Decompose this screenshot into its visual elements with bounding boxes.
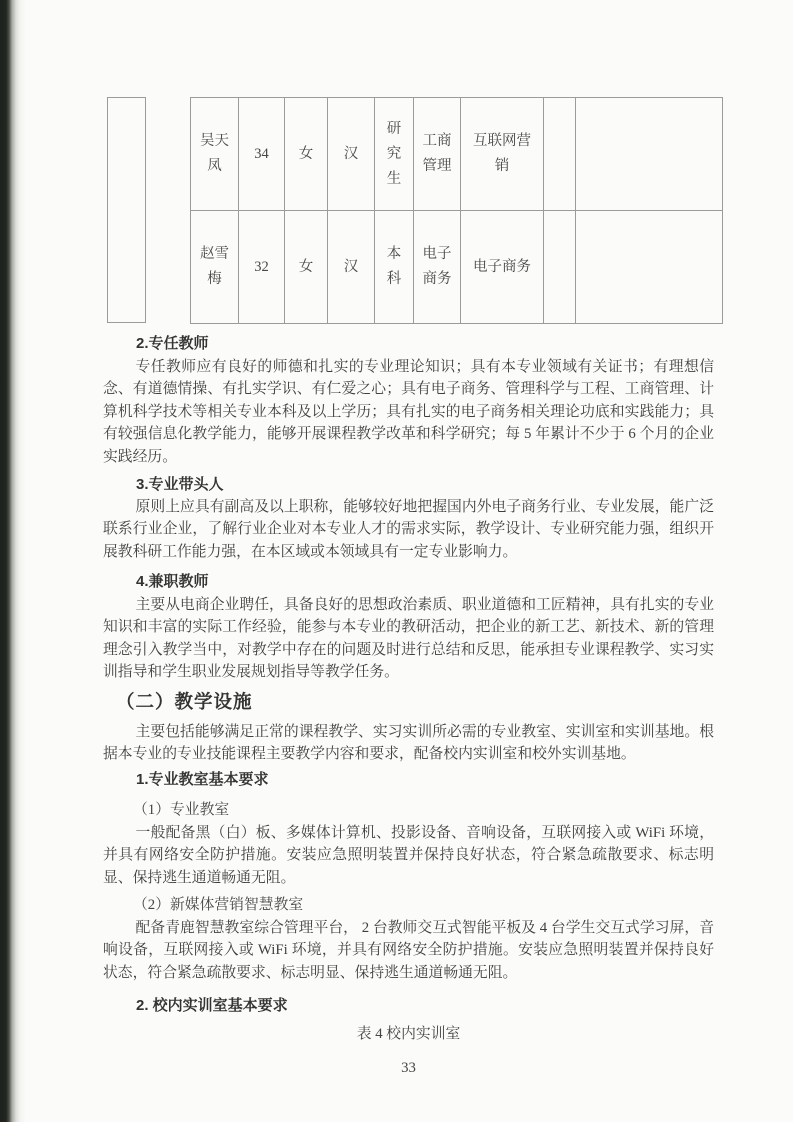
table-left-stub-cell	[107, 97, 146, 323]
cell-empty	[544, 98, 576, 211]
heading-general-classroom: （1）专业教室	[133, 802, 230, 818]
cell-name: 吴天凤	[191, 98, 239, 211]
paragraph-teaching-facilities: 主要包括能够满足正常的课程教学、实习实训所必需的专业教室、实训室和实训基地。根据本专业的专业技能课程主要教学内容和要求，配备校内实训室和校外实训基地。	[103, 724, 714, 763]
cell-age: 34	[239, 98, 285, 211]
paragraph-full-time-teachers: 专任教师应有良好的师德和扎实的专业理论知识；具有本专业领域有关证书；有理想信念、有道德情操、有扎实学识、有仁爱之心；具有电子商务、管理科学与工程、工商管理、计算机科学技术等相关专业本科及以上学历；具有扎实的电子商务相关理论功底和实践能力；具有较强信息化教学能力，能够开展课程教学改革和科学研究；每 5 年累计不少于 6 个月的企业实践经历。	[103, 359, 714, 465]
table-row	[191, 98, 723, 211]
cell-teaching-course: 互联网营销	[461, 98, 544, 211]
cell-ethnicity: 汉	[328, 211, 375, 324]
cell-ethnicity: 汉	[328, 98, 375, 211]
cell-empty	[544, 211, 576, 324]
paragraph-program-leader: 原则上应具有副高及以上职称，能够较好地把握国内外电子商务行业、专业发展，能广泛联系行业企业，了解行业企业对本专业人才的需求实际，教学设计、专业研究能力强，组织开展教科研工作能力强，在本区域或本领域具有一定专业影响力。	[103, 499, 714, 560]
cell-gender: 女	[285, 98, 328, 211]
heading-smart-classroom: （2）新媒体营销智慧教室	[133, 897, 304, 913]
cell-age: 32	[239, 211, 285, 324]
cell-education: 研究生	[375, 98, 414, 211]
heading-program-leader: 3.专业带头人	[136, 476, 224, 493]
page-number: 33	[401, 1060, 416, 1076]
heading-teaching-facilities: （二）教学设施	[116, 691, 253, 712]
cell-empty	[576, 211, 723, 324]
table-row	[191, 211, 723, 324]
paragraph-smart-classroom: 配备青鹿智慧教室综合管理平台， 2 台教师交互式智能平板及 4 台学生交互式学习屏，音响设备，互联网接入或 WiFi 环境，并具有网络安全防护措施。安装应急照明装置并保持良好状态，符合紧急疏散要求、标志明显、保持逃生通道畅通无阻。	[103, 920, 714, 981]
paragraph-part-time-teachers: 主要从电商企业聘任，具备良好的思想政治素质、职业道德和工匠精神，具有扎实的专业知识和丰富的实际工作经验，能参与本专业的教研活动，把企业的新工艺、新技术、新的管理理念引入教学当中，对教学中存在的问题及时进行总结和反思，能承担专业课程教学、实习实训指导和学生职业发展规划指导等教学任务。	[103, 597, 714, 681]
cell-major: 工商管理	[414, 98, 461, 211]
heading-campus-training-room: 2. 校内实训室基本要求	[136, 997, 288, 1014]
cell-name: 赵雪梅	[191, 211, 239, 324]
cell-empty	[576, 98, 723, 211]
cell-teaching-course: 电子商务	[461, 211, 544, 324]
heading-full-time-teachers: 2.专任教师	[136, 335, 209, 352]
paragraph-general-classroom: 一般配备黑（白）板、多媒体计算机、投影设备、音响设备，互联网接入或 WiFi 环境，并具有网络安全防护措施。安装应急照明装置并保持良好状态，符合紧急疏散要求、标志明显、保持逃生通道畅通无阻。	[103, 825, 714, 886]
heading-part-time-teachers: 4.兼职教师	[136, 573, 209, 590]
heading-classroom-requirements: 1.专业教室基本要求	[136, 771, 269, 788]
cell-education: 本科	[375, 211, 414, 324]
cell-gender: 女	[285, 211, 328, 324]
table4-caption: 表 4 校内实训室	[356, 1026, 461, 1042]
teacher-table	[190, 97, 723, 324]
cell-major: 电子商务	[414, 211, 461, 324]
scan-edge-shadow	[0, 0, 26, 1122]
